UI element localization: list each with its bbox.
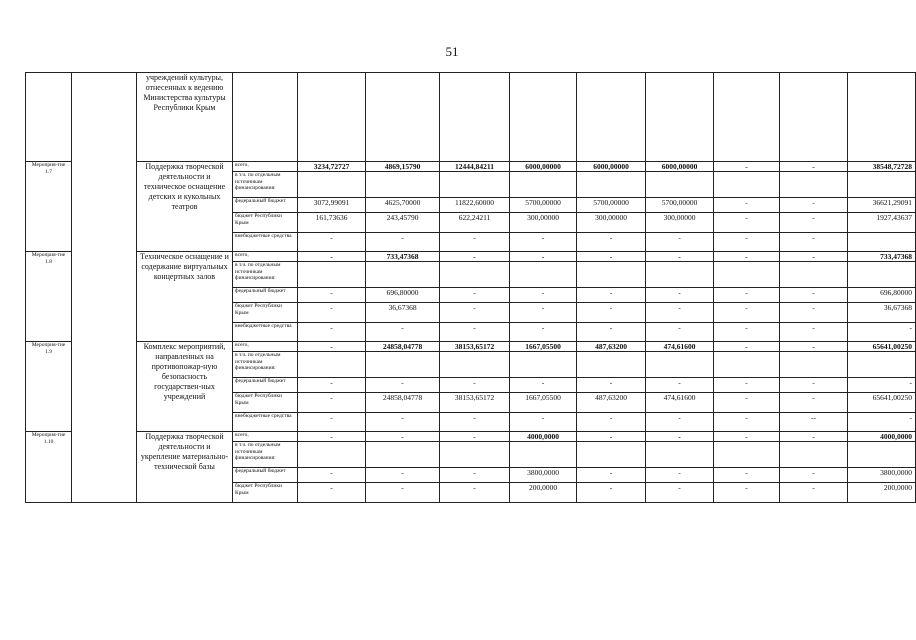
year-value: - <box>510 233 577 252</box>
year-value: 6000,00000 <box>510 162 577 172</box>
total-value <box>848 172 916 198</box>
measure-id: Мероприя-тие 1.9 <box>26 342 72 432</box>
measure-name: Поддержка творческой деятельности и техническое оснащение детских и кукольных театров <box>137 162 233 252</box>
year-value <box>366 442 440 468</box>
year-value: 1667,05500 <box>510 393 577 413</box>
funding-source: в т.ч. по отдельным источникам финансирования: <box>233 442 298 468</box>
year-value: 36,67368 <box>366 303 440 323</box>
year-value <box>510 262 577 288</box>
year-value <box>298 172 366 198</box>
total-value: 733,47368 <box>848 252 916 262</box>
funding-source: внебюджетные средства <box>233 413 298 432</box>
year-value: - <box>780 213 848 233</box>
year-value: 300,00000 <box>510 213 577 233</box>
year-value: - <box>366 378 440 393</box>
year-value <box>298 262 366 288</box>
year-value: 3072,99091 <box>298 198 366 213</box>
year-value: - <box>714 252 780 262</box>
year-value: 4869,15790 <box>366 162 440 172</box>
year-value: 200,0000 <box>510 483 577 503</box>
funding-source: в т.ч. по отдельным источникам финансирования: <box>233 352 298 378</box>
year-value: - <box>366 323 440 342</box>
funding-source: внебюджетные средства <box>233 323 298 342</box>
total-value <box>848 262 916 288</box>
year-value: - <box>577 413 646 432</box>
year-value <box>714 172 780 198</box>
year-value: - <box>714 413 780 432</box>
total-value: 696,80000 <box>848 288 916 303</box>
total-value: 38548,72728 <box>848 162 916 172</box>
total-value: - <box>848 378 916 393</box>
measure-name: Комплекс мероприятий, направленных на противопожар-ную безопасность государствен-ных учреждений <box>137 342 233 432</box>
year-value: - <box>298 303 366 323</box>
total-value <box>848 352 916 378</box>
year-value: - <box>714 303 780 323</box>
year-value: 4000,0000 <box>510 432 577 442</box>
funding-source: бюджет Республики Крым <box>233 393 298 413</box>
measure-row <box>26 342 916 352</box>
funding-source: в т.ч. по отдельным источникам финансирования: <box>233 262 298 288</box>
year-value <box>577 352 646 378</box>
total-value: 36,67368 <box>848 303 916 323</box>
funding-source: бюджет Республики Крым <box>233 483 298 503</box>
funding-source: в т.ч. по отдельным источникам финансирования: <box>233 172 298 198</box>
year-value: - <box>714 393 780 413</box>
year-value <box>440 172 510 198</box>
year-value <box>298 442 366 468</box>
year-value: - <box>577 233 646 252</box>
measure-name: Техническое оснащение и содержание виртуальных концертных залов <box>137 252 233 342</box>
year-value: - <box>714 483 780 503</box>
year-value: - <box>440 432 510 442</box>
year-value: 243,45790 <box>366 213 440 233</box>
year-value: - <box>780 303 848 323</box>
intro-row-name: учреждений культуры, отнесенных к ведению Министерства культуры Республики Крым <box>137 73 233 162</box>
year-value: 487,63200 <box>577 342 646 352</box>
year-value <box>646 172 714 198</box>
year-value <box>510 352 577 378</box>
year-value: - <box>298 393 366 413</box>
funding-source: федеральный бюджет <box>233 378 298 393</box>
year-value <box>440 442 510 468</box>
year-value: 11822,60000 <box>440 198 510 213</box>
year-value <box>510 172 577 198</box>
year-value: 1667,05500 <box>510 342 577 352</box>
year-value: 300,00000 <box>577 213 646 233</box>
year-value: - <box>366 432 440 442</box>
total-value: 65641,00250 <box>848 393 916 413</box>
year-value <box>577 262 646 288</box>
year-value: - <box>780 483 848 503</box>
year-value: 300,00000 <box>646 213 714 233</box>
year-value: - <box>510 303 577 323</box>
year-value: - <box>646 303 714 323</box>
year-value: - <box>577 303 646 323</box>
year-value: - <box>577 468 646 483</box>
subprogram-column <box>72 73 137 503</box>
funding-source: всего, <box>233 342 298 352</box>
total-value: 36621,29091 <box>848 198 916 213</box>
year-value: - <box>646 323 714 342</box>
year-value: - <box>646 233 714 252</box>
page-number: 51 <box>445 44 459 59</box>
measure-row <box>26 162 916 172</box>
year-value: 161,73636 <box>298 213 366 233</box>
measure-id: Мероприя-тие 1.7 <box>26 162 72 252</box>
year-value: 24858,04778 <box>366 342 440 352</box>
year-value: - <box>577 483 646 503</box>
year-value: - <box>440 233 510 252</box>
year-value: - <box>440 323 510 342</box>
year-value: - <box>577 288 646 303</box>
total-value <box>848 233 916 252</box>
year-value: - <box>298 233 366 252</box>
year-value <box>780 172 848 198</box>
funding-source: бюджет Республики Крым <box>233 303 298 323</box>
total-value: - <box>848 323 916 342</box>
measure-row <box>26 432 916 442</box>
funding-source: всего, <box>233 432 298 442</box>
year-value: - <box>714 198 780 213</box>
measure-id: Мероприя-тие 1.8 <box>26 252 72 342</box>
year-value <box>366 262 440 288</box>
year-value <box>366 172 440 198</box>
year-value: - <box>780 378 848 393</box>
year-value: - <box>780 233 848 252</box>
year-value <box>646 442 714 468</box>
year-value: - <box>646 468 714 483</box>
year-value: - <box>510 288 577 303</box>
year-value: - <box>298 323 366 342</box>
year-value <box>714 352 780 378</box>
year-value: 5700,00000 <box>577 198 646 213</box>
budget-table <box>25 72 916 503</box>
total-value: 3800,0000 <box>848 468 916 483</box>
year-value: 24858,04778 <box>366 393 440 413</box>
year-value: - <box>646 378 714 393</box>
year-value: - <box>780 288 848 303</box>
year-value: - <box>577 378 646 393</box>
year-value: - <box>440 378 510 393</box>
funding-source: федеральный бюджет <box>233 468 298 483</box>
year-value: - <box>646 413 714 432</box>
year-value: -- <box>780 413 848 432</box>
year-value: - <box>298 252 366 262</box>
year-value: - <box>298 342 366 352</box>
year-value <box>646 352 714 378</box>
funding-source: внебюджетные средства <box>233 233 298 252</box>
year-value <box>646 262 714 288</box>
year-value: 474,61600 <box>646 393 714 413</box>
total-value: 4000,0000 <box>848 432 916 442</box>
year-value <box>714 262 780 288</box>
year-value: - <box>298 468 366 483</box>
year-value: - <box>714 233 780 252</box>
year-value <box>780 352 848 378</box>
year-value: - <box>298 378 366 393</box>
year-value: 38153,65172 <box>440 342 510 352</box>
year-value <box>510 442 577 468</box>
measure-id: Мероприя-тие 1.10 <box>26 432 72 503</box>
total-value <box>848 442 916 468</box>
year-value: - <box>298 413 366 432</box>
year-value: - <box>780 198 848 213</box>
year-value: 3800,0000 <box>510 468 577 483</box>
year-value: - <box>440 413 510 432</box>
year-value: 6000,00000 <box>577 162 646 172</box>
year-value: - <box>780 393 848 413</box>
year-value <box>366 352 440 378</box>
year-value: - <box>780 252 848 262</box>
year-value: - <box>577 323 646 342</box>
year-value <box>780 262 848 288</box>
year-value: - <box>714 432 780 442</box>
year-value: 38153,65172 <box>440 393 510 413</box>
year-value: - <box>646 432 714 442</box>
year-value: - <box>366 468 440 483</box>
measure-name: Поддержка творческой деятельности и укрепление материально-технической базы <box>137 432 233 503</box>
year-value: - <box>440 483 510 503</box>
funding-source: всего, <box>233 162 298 172</box>
year-value: - <box>510 252 577 262</box>
year-value <box>440 262 510 288</box>
year-value: - <box>780 162 848 172</box>
year-value: 696,80000 <box>366 288 440 303</box>
year-value: - <box>440 303 510 323</box>
year-value: - <box>714 162 780 172</box>
funding-source: федеральный бюджет <box>233 198 298 213</box>
year-value: - <box>298 432 366 442</box>
year-value: 5700,00000 <box>646 198 714 213</box>
year-value: 474,61600 <box>646 342 714 352</box>
funding-source: всего, <box>233 252 298 262</box>
year-value: - <box>298 288 366 303</box>
year-value: 5700,00000 <box>510 198 577 213</box>
year-value: 622,24211 <box>440 213 510 233</box>
year-value: - <box>646 288 714 303</box>
year-value <box>780 442 848 468</box>
year-value: - <box>714 323 780 342</box>
year-value: 6000,00000 <box>646 162 714 172</box>
year-value: - <box>440 288 510 303</box>
year-value: - <box>577 252 646 262</box>
year-value: - <box>780 323 848 342</box>
year-value: - <box>714 288 780 303</box>
year-value: - <box>366 483 440 503</box>
year-value: 12444,84211 <box>440 162 510 172</box>
year-value: - <box>366 233 440 252</box>
year-value: - <box>577 432 646 442</box>
year-value <box>298 352 366 378</box>
total-value: 65641,00250 <box>848 342 916 352</box>
year-value: - <box>366 413 440 432</box>
year-value: 733,47368 <box>366 252 440 262</box>
total-value: 1927,43637 <box>848 213 916 233</box>
year-value: - <box>646 252 714 262</box>
year-value: - <box>440 252 510 262</box>
year-value: 487,63200 <box>577 393 646 413</box>
funding-source: федеральный бюджет <box>233 288 298 303</box>
year-value: - <box>714 378 780 393</box>
year-value <box>577 172 646 198</box>
year-value: - <box>510 378 577 393</box>
year-value: - <box>298 483 366 503</box>
measure-row <box>26 252 916 262</box>
year-value: - <box>780 468 848 483</box>
year-value <box>577 442 646 468</box>
year-value: 4625,70000 <box>366 198 440 213</box>
total-value: 200,0000 <box>848 483 916 503</box>
funding-source: бюджет Республики Крым <box>233 213 298 233</box>
year-value: - <box>714 342 780 352</box>
year-value: - <box>510 413 577 432</box>
year-value: - <box>510 323 577 342</box>
intro-row <box>26 73 916 162</box>
year-value: - <box>714 468 780 483</box>
year-value: - <box>780 432 848 442</box>
year-value: - <box>646 483 714 503</box>
year-value: - <box>714 213 780 233</box>
total-value: - <box>848 413 916 432</box>
year-value: - <box>440 468 510 483</box>
year-value <box>714 442 780 468</box>
year-value: - <box>780 342 848 352</box>
year-value: 3234,72727 <box>298 162 366 172</box>
year-value <box>440 352 510 378</box>
